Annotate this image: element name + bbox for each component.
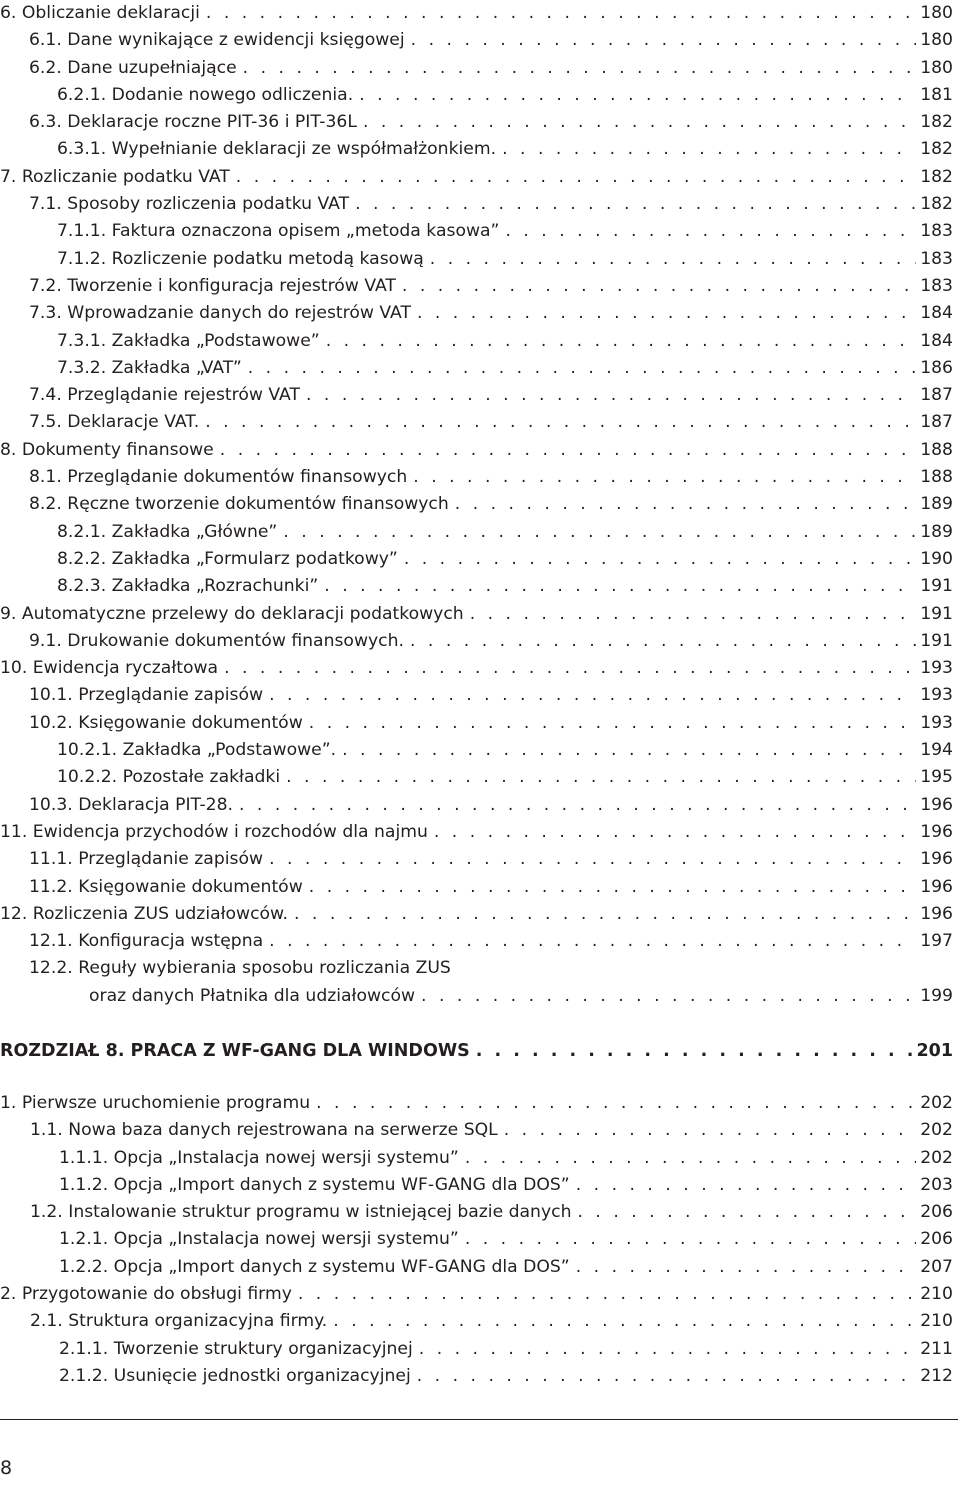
leader-dots: [338, 737, 916, 764]
leader-dots: [265, 682, 916, 709]
toc-entry: [0, 901, 953, 928]
toc-entry-page-number: 188: [920, 439, 953, 460]
toc-entry-page-number: 180: [920, 30, 953, 51]
footer-rule: [0, 1419, 958, 1420]
toc-entry: [0, 437, 953, 464]
toc-entry-title: 11.1. Przeglądanie zapisów: [29, 849, 264, 870]
toc-entry-title: 1.2.1. Opcja „Instalacja nowej wersji systemu”: [59, 1229, 459, 1250]
toc-entry-title: 2.1.2. Usunięcie jednostki organizacyjnej: [59, 1365, 411, 1386]
toc-entry: [0, 273, 953, 300]
leader-dots: [359, 109, 916, 136]
page-number: 8: [0, 1457, 13, 1479]
toc-entry: [0, 1199, 953, 1226]
toc-entry-title: 10.2.1. Zakładka „Podstawowe”.: [57, 740, 337, 761]
leader-dots: [461, 1226, 916, 1253]
toc-entry-page-number: 189: [920, 494, 953, 515]
toc-entry-page-number: 184: [920, 330, 953, 351]
leader-dots: [202, 0, 916, 27]
toc-entry-title: 1.1.1. Opcja „Instalacja nowej wersji systemu”: [59, 1147, 459, 1168]
toc-entry: [0, 27, 953, 54]
toc-entry-page-number: 188: [920, 467, 953, 488]
toc-entry: [0, 573, 953, 600]
toc-entry-page-number: 210: [920, 1311, 953, 1332]
toc-entry-title: 7.1.1. Faktura oznaczona opisem „metoda kasowa”: [57, 221, 500, 242]
toc-entry: [0, 355, 953, 382]
toc-entry-title: 10.3. Deklaracja PIT-28.: [29, 794, 233, 815]
toc-entry-page-number: 191: [920, 576, 953, 597]
toc-entry-title: 7. Rozliczanie podatku VAT: [0, 166, 230, 187]
leader-dots: [501, 218, 916, 245]
toc-entry-title: 6.3.1. Wypełnianie deklaracji ze współmałżonkiem.: [57, 139, 497, 160]
toc-entry: [0, 655, 953, 682]
toc-entry-page-number: 196: [920, 821, 953, 842]
toc-entry-page-number: 203: [920, 1174, 953, 1195]
chapter-title: ROZDZIAŁ 8. PRACA Z WF-GANG DLA WINDOWS: [0, 1040, 470, 1061]
toc-entry-page-number: 196: [920, 849, 953, 870]
toc-section-chapter-8: [0, 1090, 953, 1390]
leader-dots: [201, 409, 916, 436]
toc-entry-page-number: 195: [920, 767, 953, 788]
leader-dots: [400, 546, 916, 573]
toc-entry-page-number: 193: [920, 658, 953, 679]
toc-entry: [0, 464, 953, 491]
toc-entry-page-number: 180: [920, 3, 953, 23]
toc-entry-page-number: 189: [920, 521, 953, 542]
leader-dots: [265, 928, 916, 955]
toc-entry-title: 7.1. Sposoby rozliczenia podatku VAT: [29, 194, 350, 215]
leader-dots: [413, 300, 916, 327]
toc-entry: [0, 1336, 953, 1363]
leader-dots: [472, 1036, 913, 1066]
toc-entry-title: 7.3.1. Zakładka „Podstawowe”: [57, 330, 320, 351]
toc-entry-title: 10.2.2. Pozostałe zakładki: [57, 767, 281, 788]
toc-entry-page-number: 193: [920, 685, 953, 706]
toc-entry-page-number: 186: [920, 357, 953, 378]
leader-dots: [290, 901, 916, 928]
leader-dots: [461, 1145, 916, 1172]
toc-entry-page-number: 191: [920, 603, 953, 624]
toc-entry: [0, 1172, 953, 1199]
toc-entry: [0, 164, 953, 191]
leader-dots: [573, 1199, 916, 1226]
toc-entry: [0, 328, 953, 355]
leader-dots: [413, 1363, 916, 1390]
toc-entry: [0, 1363, 953, 1390]
chapter-heading: [0, 1036, 953, 1066]
toc-entry: [0, 136, 953, 163]
toc-entry-title: 7.1.2. Rozliczenie podatku metodą kasową: [57, 248, 424, 269]
toc-entry-title: 1. Pierwsze uruchomienie programu: [0, 1092, 311, 1113]
toc-entry: [0, 191, 953, 218]
toc-entry-title: 12.2. Reguły wybierania sposobu rozliczania ZUS: [29, 958, 451, 979]
toc-entry: [0, 409, 953, 436]
toc-entry-title: 6.2. Dane uzupełniające: [29, 57, 237, 78]
toc-entry-title: 7.3.2. Zakładka „VAT”: [57, 357, 242, 378]
leader-dots: [302, 382, 916, 409]
toc-entry-page-number: 199: [920, 985, 953, 1006]
toc-entry-page-number: 193: [920, 712, 953, 733]
leader-dots: [312, 1090, 916, 1117]
toc-entry-title: 11. Ewidencja przychodów i rozchodów dla najmu: [0, 821, 428, 842]
leader-dots: [417, 983, 916, 1010]
leader-dots: [500, 1117, 916, 1144]
leader-dots: [282, 764, 916, 791]
toc-entry-title: 1.1.2. Opcja „Import danych z systemu WF-GANG dla DOS”: [59, 1174, 570, 1195]
leader-dots: [239, 55, 917, 82]
toc-entry-page-number: 181: [920, 84, 953, 105]
leader-dots: [572, 1254, 916, 1281]
toc-entry-page-number: 183: [920, 248, 953, 269]
toc-entry: [0, 955, 953, 982]
toc-entry: [0, 82, 953, 109]
leader-dots: [305, 874, 916, 901]
toc-entry-title: 6.1. Dane wynikające z ewidencji księgowej: [29, 30, 405, 51]
toc-entry-title: 8.2.3. Zakładka „Rozrachunki”: [57, 576, 319, 597]
toc-entry-page-number: 206: [920, 1202, 953, 1223]
toc-entry-page-number: 202: [920, 1147, 953, 1168]
toc-entry-page-number: 196: [920, 903, 953, 924]
toc-entry-page-number: 184: [920, 303, 953, 324]
leader-dots: [351, 191, 916, 218]
leader-dots: [216, 437, 916, 464]
toc-entry-page-number: 182: [920, 139, 953, 160]
toc-entry: [0, 1090, 953, 1117]
toc-entry-title: 12. Rozliczenia ZUS udziałowców.: [0, 903, 288, 924]
toc-entry-page-number: 180: [920, 57, 953, 78]
leader-dots: [244, 355, 916, 382]
toc-entry: [0, 737, 953, 764]
toc-entry-title: 6. Obliczanie deklaracji: [0, 3, 200, 23]
toc-entry-page-number: 212: [920, 1365, 953, 1386]
toc-entry-page-number: 183: [920, 221, 953, 242]
leader-dots: [265, 846, 916, 873]
toc-entry: [0, 491, 953, 518]
toc-entry-page-number: 211: [920, 1338, 953, 1359]
leader-dots: [294, 1281, 916, 1308]
toc-entry: [0, 1145, 953, 1172]
toc-entry: [0, 55, 953, 82]
toc-entry-page-number: 182: [920, 166, 953, 187]
toc-entry: [0, 1308, 953, 1335]
leader-dots: [235, 792, 916, 819]
toc-entry: [0, 218, 953, 245]
toc-entry: [0, 764, 953, 791]
toc-entry-page-number: 197: [920, 931, 953, 952]
toc-entry: [0, 846, 953, 873]
chapter-page-number: 201: [916, 1040, 953, 1061]
toc-entry-title: 1.2.2. Opcja „Import danych z systemu WF-GANG dla DOS”: [59, 1256, 570, 1277]
leader-dots: [415, 1336, 916, 1363]
toc-entry-title: 1.1. Nowa baza danych rejestrowana na serwerze SQL: [30, 1120, 498, 1141]
leader-dots: [398, 273, 916, 300]
toc-entry-title: 11.2. Księgowanie dokumentów: [29, 876, 303, 897]
leader-dots: [220, 655, 916, 682]
toc-entry: [0, 1254, 953, 1281]
toc-entry-title: 10. Ewidencja ryczałtowa: [0, 658, 219, 679]
toc-entry: [0, 382, 953, 409]
leader-dots: [409, 464, 916, 491]
toc-entry-title: oraz danych Płatnika dla udziałowców: [89, 985, 416, 1006]
toc-entry-title: 7.3. Wprowadzanie danych do rejestrów VAT: [29, 303, 411, 324]
leader-dots: [498, 136, 916, 163]
leader-dots: [407, 27, 917, 54]
leader-dots: [232, 164, 916, 191]
leader-dots: [322, 328, 916, 355]
toc-entry-title: 12.1. Konfiguracja wstępna: [29, 931, 264, 952]
toc-entry: [0, 874, 953, 901]
toc-entry-page-number: 202: [920, 1092, 953, 1113]
leader-dots: [279, 519, 916, 546]
toc-entry-title: 8.2. Ręczne tworzenie dokumentów finansowych: [29, 494, 449, 515]
toc-entry: [0, 1281, 953, 1308]
leader-dots: [305, 710, 916, 737]
toc-entry-title: 8.1. Przeglądanie dokumentów finansowych: [29, 467, 408, 488]
toc-entry-page-number: 187: [920, 412, 953, 433]
toc-entry-title: 6.3. Deklaracje roczne PIT-36 i PIT-36L: [29, 112, 357, 133]
toc-entry: [0, 109, 953, 136]
toc-entry: [0, 1226, 953, 1253]
toc-entry: [0, 928, 953, 955]
toc-entry-page-number: 191: [920, 630, 953, 651]
toc-entry-page-number: 210: [920, 1284, 953, 1305]
leader-dots: [329, 1308, 916, 1335]
toc-entry-page-number: 183: [920, 275, 953, 296]
toc-entry: [0, 710, 953, 737]
toc-entry: [0, 682, 953, 709]
toc-entry-page-number: 202: [920, 1120, 953, 1141]
leader-dots: [355, 82, 916, 109]
toc-entry: [0, 792, 953, 819]
toc-entry: [0, 519, 953, 546]
leader-dots: [572, 1172, 916, 1199]
toc-entry-page-number: 196: [920, 876, 953, 897]
toc-entry-title: 2.1.1. Tworzenie struktury organizacyjnej: [59, 1338, 413, 1359]
toc-entry: [0, 1117, 953, 1144]
toc-entry-page-number: 196: [920, 794, 953, 815]
toc-entry: [0, 983, 953, 1010]
leader-dots: [426, 246, 916, 273]
toc-entry-title: 7.2. Tworzenie i konfiguracja rejestrów VAT: [29, 275, 396, 296]
leader-dots: [466, 601, 916, 628]
toc-entry-title: 2.1. Struktura organizacyjna firmy.: [30, 1311, 328, 1332]
toc-entry: [0, 819, 953, 846]
leader-dots: [320, 573, 916, 600]
toc-entry-title: 7.4. Przeglądanie rejestrów VAT: [29, 385, 300, 406]
toc-entry: [0, 246, 953, 273]
toc-entry-page-number: 207: [920, 1256, 953, 1277]
toc-entry-title: 9. Automatyczne przelewy do deklaracji podatkowych: [0, 603, 464, 624]
toc-entry-title: 10.2. Księgowanie dokumentów: [29, 712, 303, 733]
toc-entry-page-number: 182: [920, 194, 953, 215]
toc-entry-title: 6.2.1. Dodanie nowego odliczenia.: [57, 84, 354, 105]
toc-entry-title: 8.2.1. Zakładka „Główne”: [57, 521, 278, 542]
toc-entry-page-number: 187: [920, 385, 953, 406]
toc-entry-title: 2. Przygotowanie do obsługi firmy: [0, 1284, 292, 1305]
toc-entry-title: 10.1. Przeglądanie zapisów: [29, 685, 264, 706]
toc-entry-title: 8.2.2. Zakładka „Formularz podatkowy”: [57, 548, 398, 569]
toc-entry-title: 9.1. Drukowanie dokumentów finansowych.: [29, 630, 404, 651]
toc-entry: [0, 628, 953, 655]
toc-entry: [0, 300, 953, 327]
leader-dots: [430, 819, 916, 846]
toc-entry-page-number: 190: [920, 548, 953, 569]
toc-entry: [0, 546, 953, 573]
toc-entry: [0, 0, 953, 27]
toc-entry-page-number: 182: [920, 112, 953, 133]
toc-entry-page-number: 206: [920, 1229, 953, 1250]
toc-entry-page-number: 194: [920, 740, 953, 761]
toc-entry-title: 1.2. Instalowanie struktur programu w istniejącej bazie danych: [30, 1202, 572, 1223]
toc-entry-title: 8. Dokumenty finansowe: [0, 439, 214, 460]
leader-dots: [451, 491, 916, 518]
leader-dots: [406, 628, 916, 655]
toc-entry-title: 7.5. Deklaracje VAT.: [29, 412, 200, 433]
toc-entry: [0, 601, 953, 628]
